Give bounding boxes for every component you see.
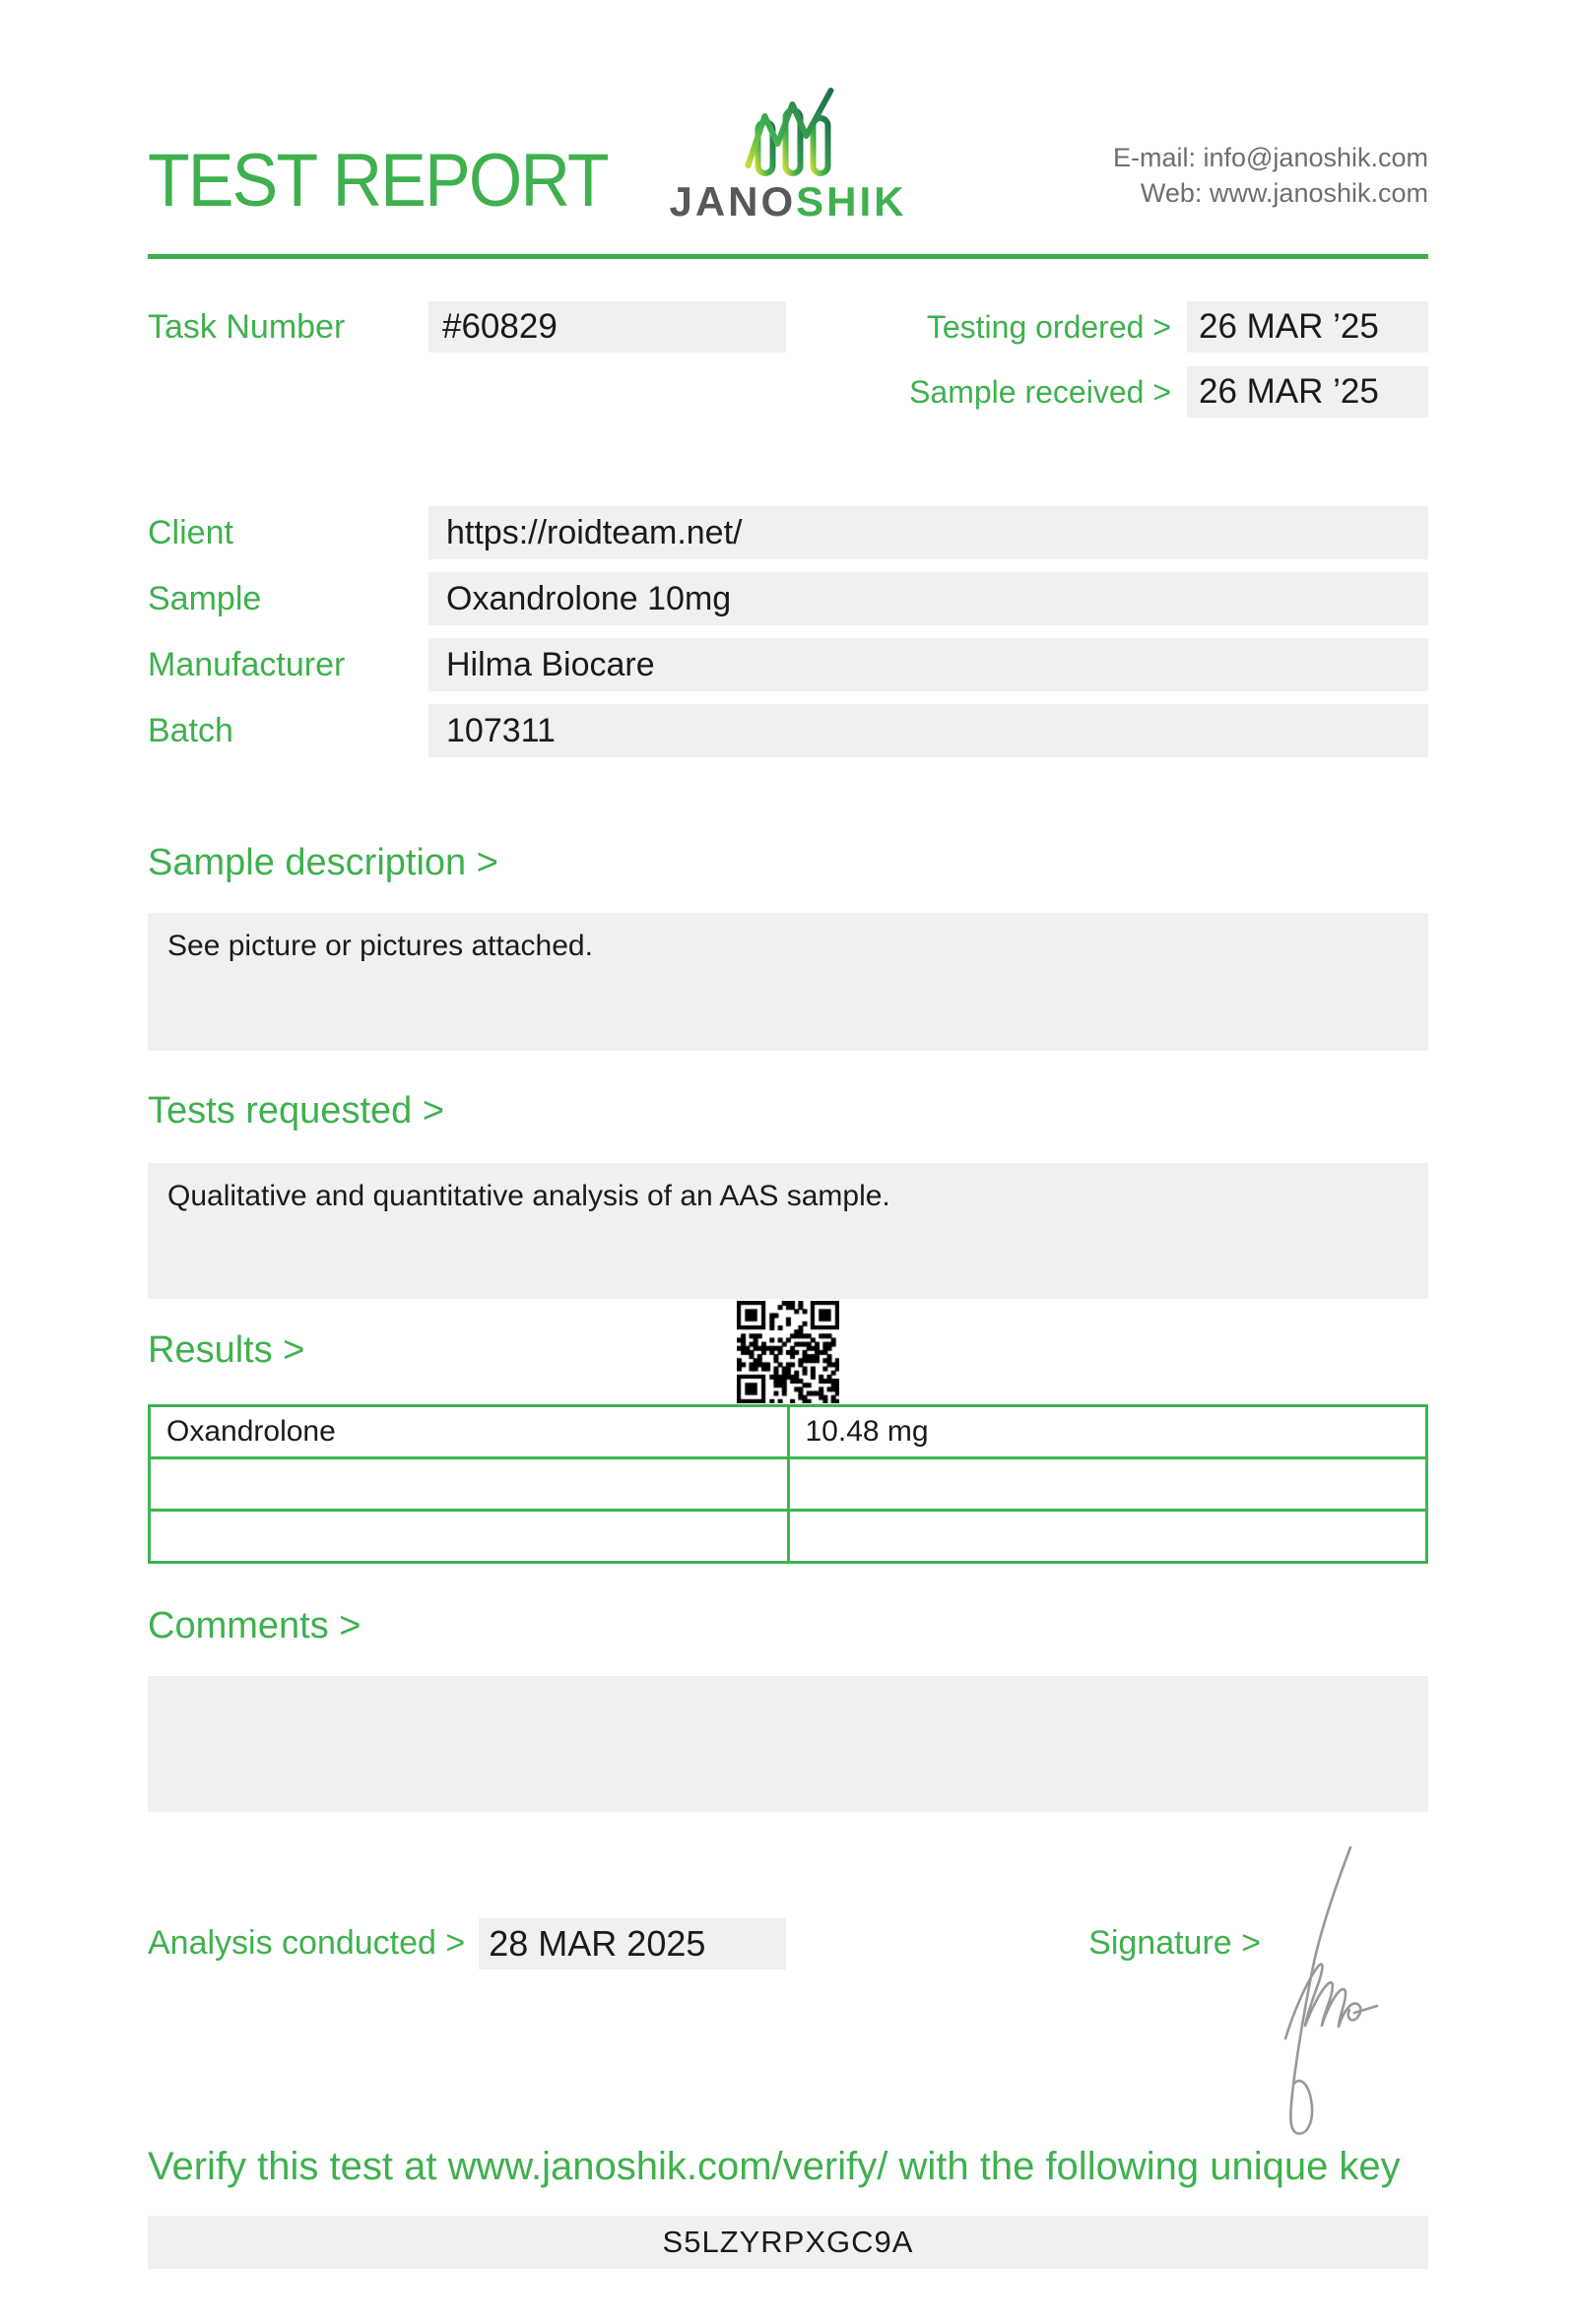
batch-label: Batch (148, 711, 233, 749)
sample-row (148, 572, 1428, 625)
result-amount: 10.48 mg (788, 1405, 1427, 1457)
signature-image (1266, 1841, 1379, 2157)
growth-chart-icon (669, 81, 906, 179)
task-number-value: #60829 (428, 301, 786, 353)
signature-label: Signature > (1088, 1924, 1261, 1963)
table-row (150, 1405, 1427, 1457)
comments-box (148, 1676, 1428, 1812)
manufacturer-row (148, 638, 1428, 691)
batch-value: 107311 (428, 704, 1428, 757)
results-header (148, 1299, 1428, 1404)
info-section (148, 506, 1428, 757)
analysis-date: 28 MAR 2025 (479, 1918, 786, 1969)
client-label: Client (148, 513, 233, 551)
sample-received-date: 26 MAR ’25 (1187, 366, 1428, 418)
result-amount (788, 1510, 1427, 1562)
contact-info (1113, 140, 1428, 212)
dates-block (909, 301, 1428, 418)
sample-received-label: Sample received > (909, 373, 1171, 410)
contact-email-row (1113, 140, 1428, 175)
result-substance (150, 1457, 789, 1510)
email-value: info@janoshik.com (1203, 143, 1428, 172)
testing-ordered-row (909, 301, 1428, 353)
logo-shik: SHIK (796, 178, 907, 225)
sample-description-box: See picture or pictures attached. (148, 913, 1428, 1051)
batch-row (148, 704, 1428, 757)
tests-requested-box: Qualitative and quantitative analysis of an AAS sample. (148, 1163, 1428, 1299)
manufacturer-value: Hilma Biocare (428, 638, 1428, 691)
testing-ordered-label: Testing ordered > (926, 308, 1171, 345)
result-substance: Oxandrolone (150, 1405, 789, 1457)
tests-requested-heading: Tests requested > (148, 1089, 445, 1131)
analysis-conducted-label: Analysis conducted > (148, 1924, 466, 1963)
logo-jano: JANO (669, 178, 797, 225)
sample-label: Sample (148, 579, 262, 617)
results-table (148, 1404, 1428, 1564)
sample-description-heading: Sample description > (148, 842, 498, 883)
contact-web-row (1113, 175, 1428, 211)
table-row (150, 1510, 1427, 1562)
sample-value: Oxandrolone 10mg (428, 572, 1428, 625)
task-section (148, 301, 1428, 418)
results-heading: Results > (148, 1329, 305, 1372)
header-divider (148, 254, 1428, 259)
logo-wordmark (669, 178, 907, 225)
sample-received-row (909, 366, 1428, 418)
result-substance (150, 1510, 789, 1562)
client-row (148, 506, 1428, 559)
result-amount (788, 1457, 1427, 1510)
verify-instruction: Verify this test at www.janoshik.com/verify/ with the following unique key (148, 2144, 1401, 2188)
testing-ordered-date: 26 MAR ’25 (1187, 301, 1428, 353)
web-value: www.janoshik.com (1209, 178, 1428, 209)
page-title: TEST REPORT (148, 139, 608, 223)
janoshik-logo (669, 81, 906, 223)
report-header (148, 81, 1428, 234)
comments-heading: Comments > (148, 1604, 361, 1646)
client-value: https://roidteam.net/ (428, 506, 1428, 559)
manufacturer-label: Manufacturer (148, 645, 346, 683)
footer-row (148, 1918, 1428, 1969)
web-label: Web: (1140, 178, 1210, 209)
qr-code (737, 1301, 839, 1403)
verify-key: S5LZYRPXGC9A (148, 2216, 1428, 2269)
email-label: E-mail: (1112, 143, 1204, 172)
table-row (150, 1457, 1427, 1510)
task-number-label: Task Number (148, 308, 346, 346)
